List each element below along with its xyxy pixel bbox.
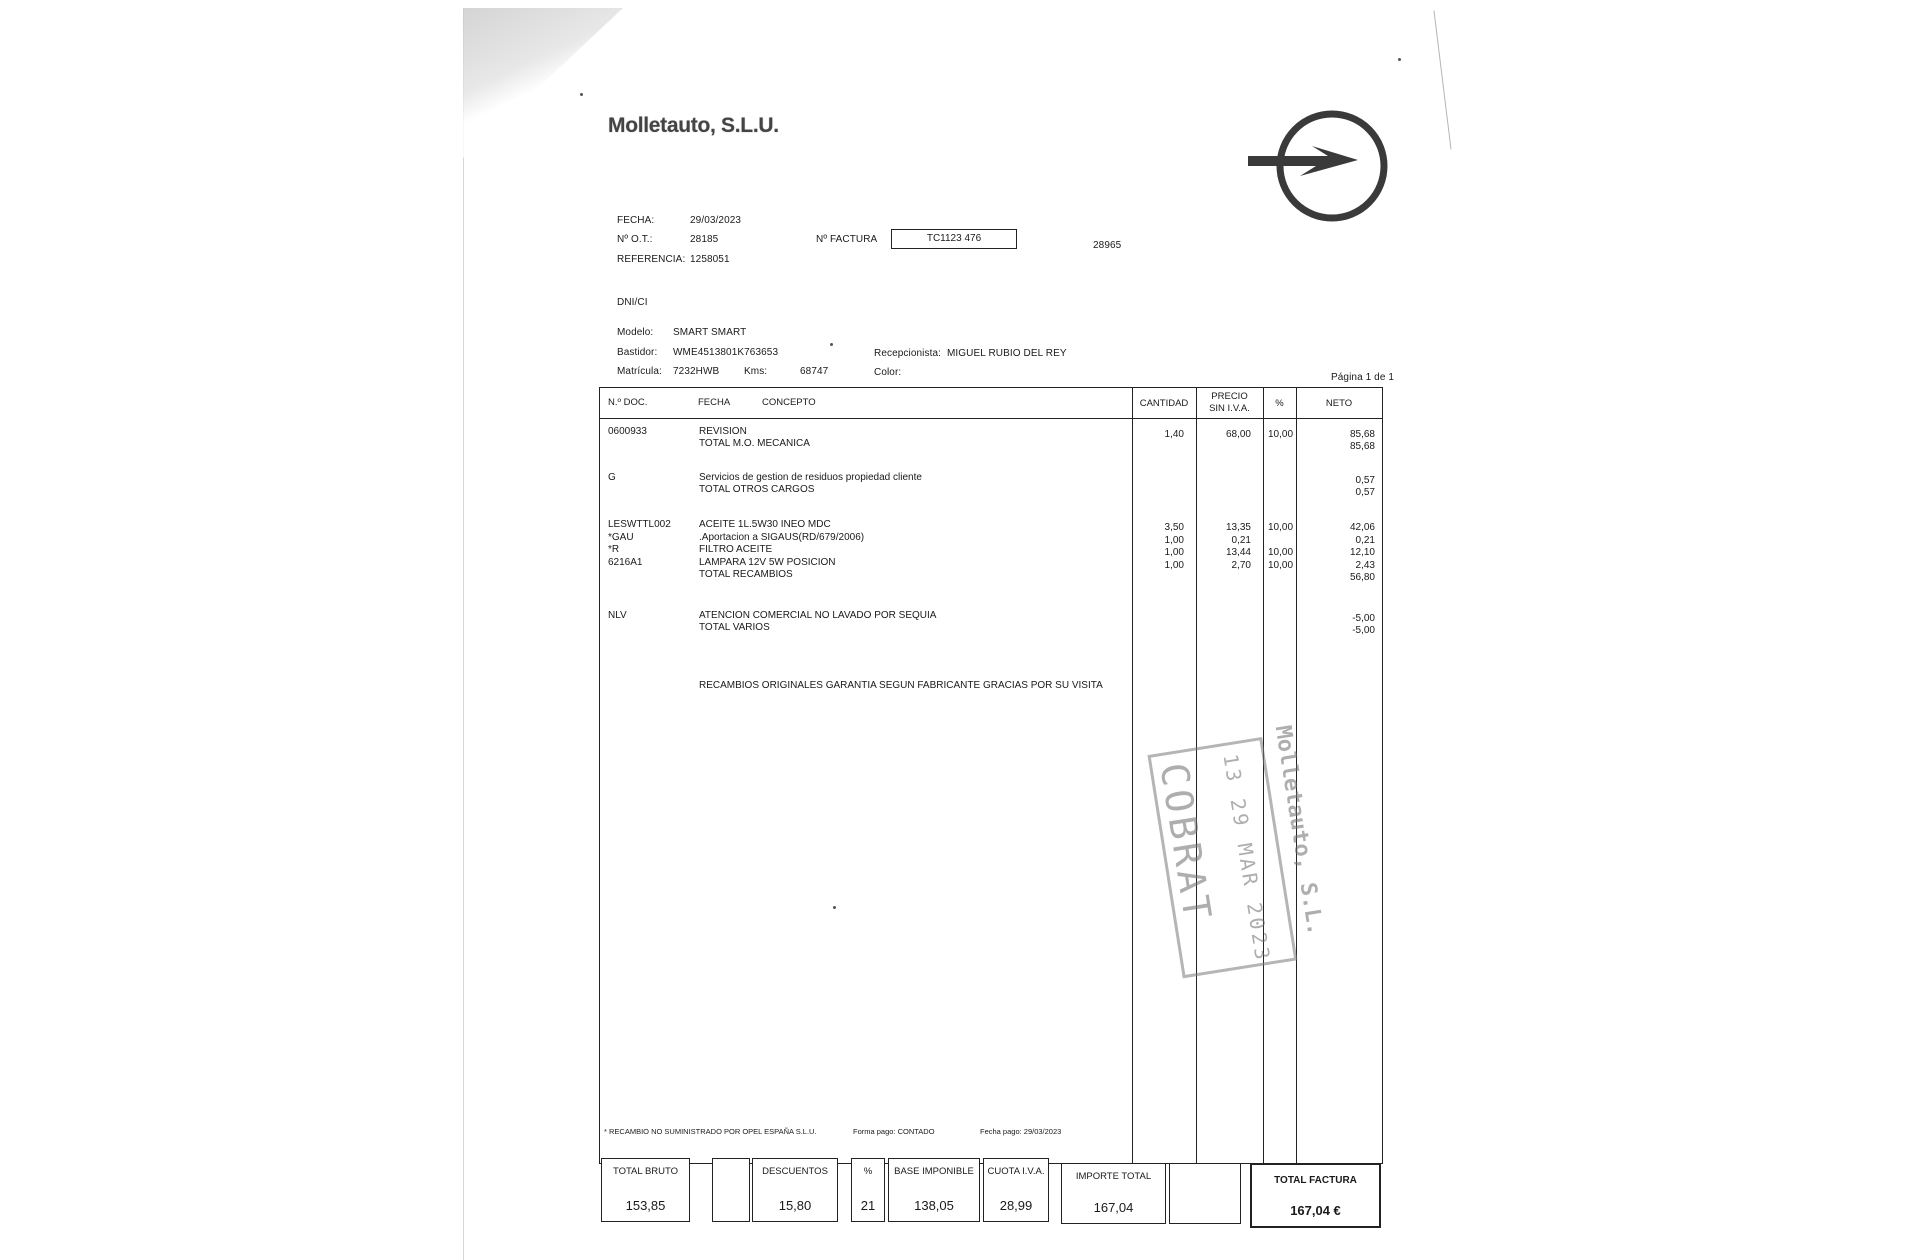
kms-value: 68747 xyxy=(800,366,829,377)
col-precio-header-sub: SIN I.V.A. xyxy=(1209,403,1250,414)
cell-neto: 12,10 xyxy=(1349,547,1375,558)
opel-logo-icon xyxy=(1240,104,1400,224)
scan-speck xyxy=(830,343,833,346)
fecha-pago: Fecha pago: 29/03/2023 xyxy=(980,1127,1062,1136)
cell-cantidad: 1,00 xyxy=(1164,547,1184,558)
cell-concepto: REVISION xyxy=(699,426,747,437)
cell-concepto: LAMPARA 12V 5W POSICION xyxy=(699,557,836,568)
bastidor-label: Bastidor: xyxy=(617,347,658,358)
base-imponible-value: 138,05 xyxy=(914,1198,954,1213)
cell-precio: 0,21 xyxy=(1231,535,1251,546)
page-number: Página 1 de 1 xyxy=(1331,372,1395,383)
cuota-iva-label: CUOTA I.V.A. xyxy=(987,1166,1045,1177)
col-concepto-header: CONCEPTO xyxy=(762,397,816,408)
iva-pct-label: % xyxy=(863,1166,873,1177)
scan-speck xyxy=(1398,58,1401,61)
matricula-label: Matrícula: xyxy=(617,366,662,377)
cell-neto: 85,68 xyxy=(1349,441,1375,452)
cuota-iva-value: 28,99 xyxy=(999,1198,1033,1213)
cell-doc: G xyxy=(608,472,616,483)
modelo-label: Modelo: xyxy=(617,327,654,338)
cell-neto: -5,00 xyxy=(1352,625,1375,636)
descuentos-label: DESCUENTOS xyxy=(762,1166,828,1177)
scan-speck xyxy=(833,906,836,909)
col-fecha-header: FECHA xyxy=(698,397,731,408)
col-precio-header: PRECIO xyxy=(1211,391,1248,402)
total-factura-value: 167,04 € xyxy=(1290,1203,1341,1218)
recepcionista-label: Recepcionista: xyxy=(874,348,941,359)
ot-label: Nº O.T.: xyxy=(617,234,653,245)
referencia-value: 1258051 xyxy=(690,254,730,265)
company-name: Molletauto, S.L.U. xyxy=(608,114,779,137)
cell-cantidad: 3,50 xyxy=(1164,522,1184,533)
cell-neto: 0,21 xyxy=(1355,535,1375,546)
cell-neto: 0,57 xyxy=(1355,487,1375,498)
col-cantidad-header: CANTIDAD xyxy=(1139,398,1189,409)
cell-concepto: FILTRO ACEITE xyxy=(699,544,773,555)
col-pct-header: % xyxy=(1275,398,1284,409)
base-imponible-box xyxy=(888,1158,980,1222)
cell-doc: *GAU xyxy=(608,532,634,543)
iva-pct-box xyxy=(851,1158,885,1222)
factura-label: Nº FACTURA xyxy=(816,234,878,245)
bastidor-value: WME4513801K763653 xyxy=(673,347,779,358)
cell-pct: 10,00 xyxy=(1268,522,1294,533)
kms-label: Kms: xyxy=(744,366,768,377)
footer-note: RECAMBIOS ORIGINALES GARANTIA SEGUN FABRICANTE GRACIAS POR SU VISITA xyxy=(699,680,1103,691)
cell-precio: 2,70 xyxy=(1231,560,1251,571)
stamp-word: COBRAT xyxy=(1151,759,1220,926)
total-bruto-label: TOTAL BRUTO xyxy=(612,1166,679,1177)
stamp-company: Molletauto, S.L. xyxy=(1269,723,1328,937)
cell-neto: -5,00 xyxy=(1352,613,1375,624)
cell-pct: 10,00 xyxy=(1268,560,1294,571)
cuota-iva-box xyxy=(983,1158,1049,1222)
ot-value: 28185 xyxy=(690,234,719,245)
cell-doc: 6216A1 xyxy=(608,557,643,568)
cell-neto: 0,57 xyxy=(1355,475,1375,486)
total-factura-box xyxy=(1250,1163,1381,1228)
cell-neto: 42,06 xyxy=(1349,522,1375,533)
cell-neto: 85,68 xyxy=(1349,429,1375,440)
descuentos-value: 15,80 xyxy=(778,1198,812,1213)
cell-cantidad: 1,00 xyxy=(1164,535,1184,546)
factura-number-box: TC1123 476 xyxy=(891,229,1017,249)
cell-cantidad: 1,00 xyxy=(1164,560,1184,571)
iva-pct-value: 21 xyxy=(860,1198,876,1213)
modelo-value: SMART SMART xyxy=(673,327,747,338)
matricula-value: 7232HWB xyxy=(673,366,720,377)
cell-doc: NLV xyxy=(608,610,627,621)
total-bruto-value: 153,85 xyxy=(625,1198,666,1213)
cell-doc: *R xyxy=(608,544,620,555)
cell-precio: 13,44 xyxy=(1225,547,1251,558)
total-factura-label: TOTAL FACTURA xyxy=(1274,1175,1357,1186)
cell-neto: 56,80 xyxy=(1349,572,1375,583)
importe-total-box xyxy=(1061,1163,1166,1224)
col-neto-header: NETO xyxy=(1325,398,1353,409)
reference-number: 28965 xyxy=(1093,240,1122,251)
cell-precio: 68,00 xyxy=(1225,429,1251,440)
fecha-label: FECHA: xyxy=(617,215,655,226)
base-imponible-label: BASE IMPONIBLE xyxy=(894,1166,974,1177)
blank-box xyxy=(1169,1163,1241,1224)
blank-box xyxy=(712,1158,750,1222)
total-bruto-box xyxy=(601,1158,690,1222)
cell-concepto: .Aportacion a SIGAUS(RD/679/2006) xyxy=(699,532,865,543)
cell-concepto: TOTAL M.O. MECANICA xyxy=(699,438,810,449)
cell-cantidad: 1,40 xyxy=(1164,429,1184,440)
cell-concepto: ACEITE 1L.5W30 INEO MDC xyxy=(699,519,831,530)
cell-concepto: TOTAL VARIOS xyxy=(699,622,770,633)
forma-pago: Forma pago: CONTADO xyxy=(853,1127,935,1136)
recepcionista-value: MIGUEL RUBIO DEL REY xyxy=(947,348,1067,359)
cell-pct: 10,00 xyxy=(1268,429,1294,440)
paid-stamp xyxy=(1147,724,1382,992)
cell-concepto: TOTAL RECAMBIOS xyxy=(699,569,793,580)
scan-speck xyxy=(580,93,583,96)
cell-concepto: TOTAL OTROS CARGOS xyxy=(699,484,815,495)
importe-total-value: 167,04 xyxy=(1093,1200,1134,1215)
column-divider xyxy=(1132,388,1133,1163)
col-doc-header: N.º DOC. xyxy=(608,397,648,408)
stamp-date: 13 29 MAR 2023 xyxy=(1218,752,1276,965)
cell-precio: 13,35 xyxy=(1225,522,1251,533)
cell-doc: 0600933 xyxy=(608,426,647,437)
referencia-label: REFERENCIA: xyxy=(617,254,686,265)
fecha-value: 29/03/2023 xyxy=(690,215,742,226)
supply-note: * RECAMBIO NO SUMINISTRADO POR OPEL ESPAÑA S.L.U. xyxy=(604,1127,817,1136)
descuentos-box xyxy=(752,1158,838,1222)
color-label: Color: xyxy=(874,367,902,378)
table-header-divider xyxy=(600,418,1382,419)
cell-concepto: ATENCION COMERCIAL NO LAVADO POR SEQUIA xyxy=(699,610,937,621)
cell-neto: 2,43 xyxy=(1355,560,1375,571)
dni-label: DNI/CI xyxy=(617,297,648,308)
importe-total-label: IMPORTE TOTAL xyxy=(1075,1171,1152,1182)
cell-doc: LESWTTL002 xyxy=(608,519,671,530)
cell-pct: 10,00 xyxy=(1268,547,1294,558)
cell-concepto: Servicios de gestion de residuos propiedad cliente xyxy=(699,472,922,483)
